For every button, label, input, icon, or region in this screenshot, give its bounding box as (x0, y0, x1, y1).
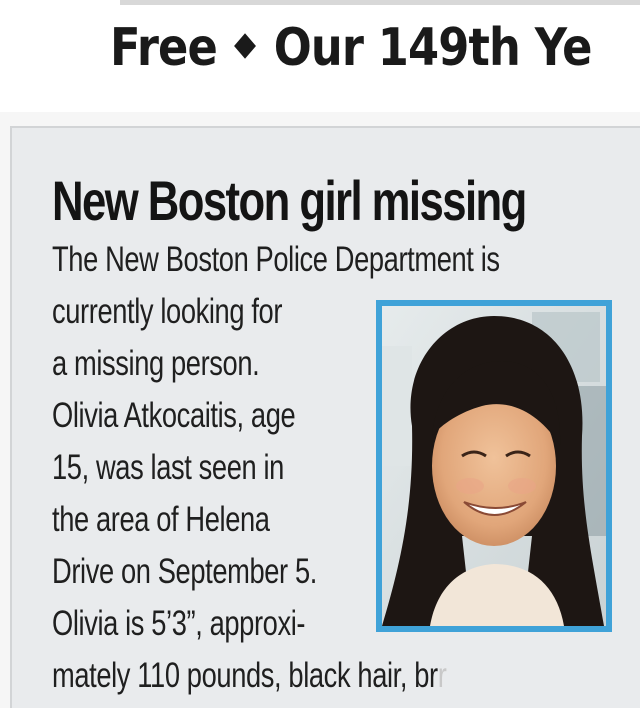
masthead-rule (120, 0, 640, 5)
article-line-9 (52, 656, 446, 696)
article-line-2: currently looking for (52, 292, 283, 331)
year-label: Our 149th Ye (273, 18, 592, 78)
article-line-1: The New Boston Police Department is (52, 240, 500, 279)
free-label: Free (110, 18, 217, 78)
article-line-5: 15, was last seen in (52, 448, 284, 487)
article-line-7: Drive on September 5. (52, 552, 317, 591)
article-line-4: Olivia Atkocaitis, age (52, 396, 296, 435)
article-line-9-text: mately 110 pounds, black hair, br (52, 656, 438, 695)
article-line-6: the area of Helena (52, 500, 270, 539)
masthead (0, 0, 640, 112)
article-line-9-cutoff: r (437, 656, 447, 695)
portrait-illustration (382, 306, 606, 626)
missing-person-photo (376, 300, 612, 632)
masthead-tagline (110, 18, 592, 78)
article-line-3: a missing person. (52, 344, 260, 383)
diamond-bullet-icon (234, 33, 256, 58)
article-headline: New Boston girl missing (52, 169, 526, 232)
article-box (10, 126, 640, 708)
article-line-8: Olivia is 5’3”, approxi- (52, 604, 306, 643)
